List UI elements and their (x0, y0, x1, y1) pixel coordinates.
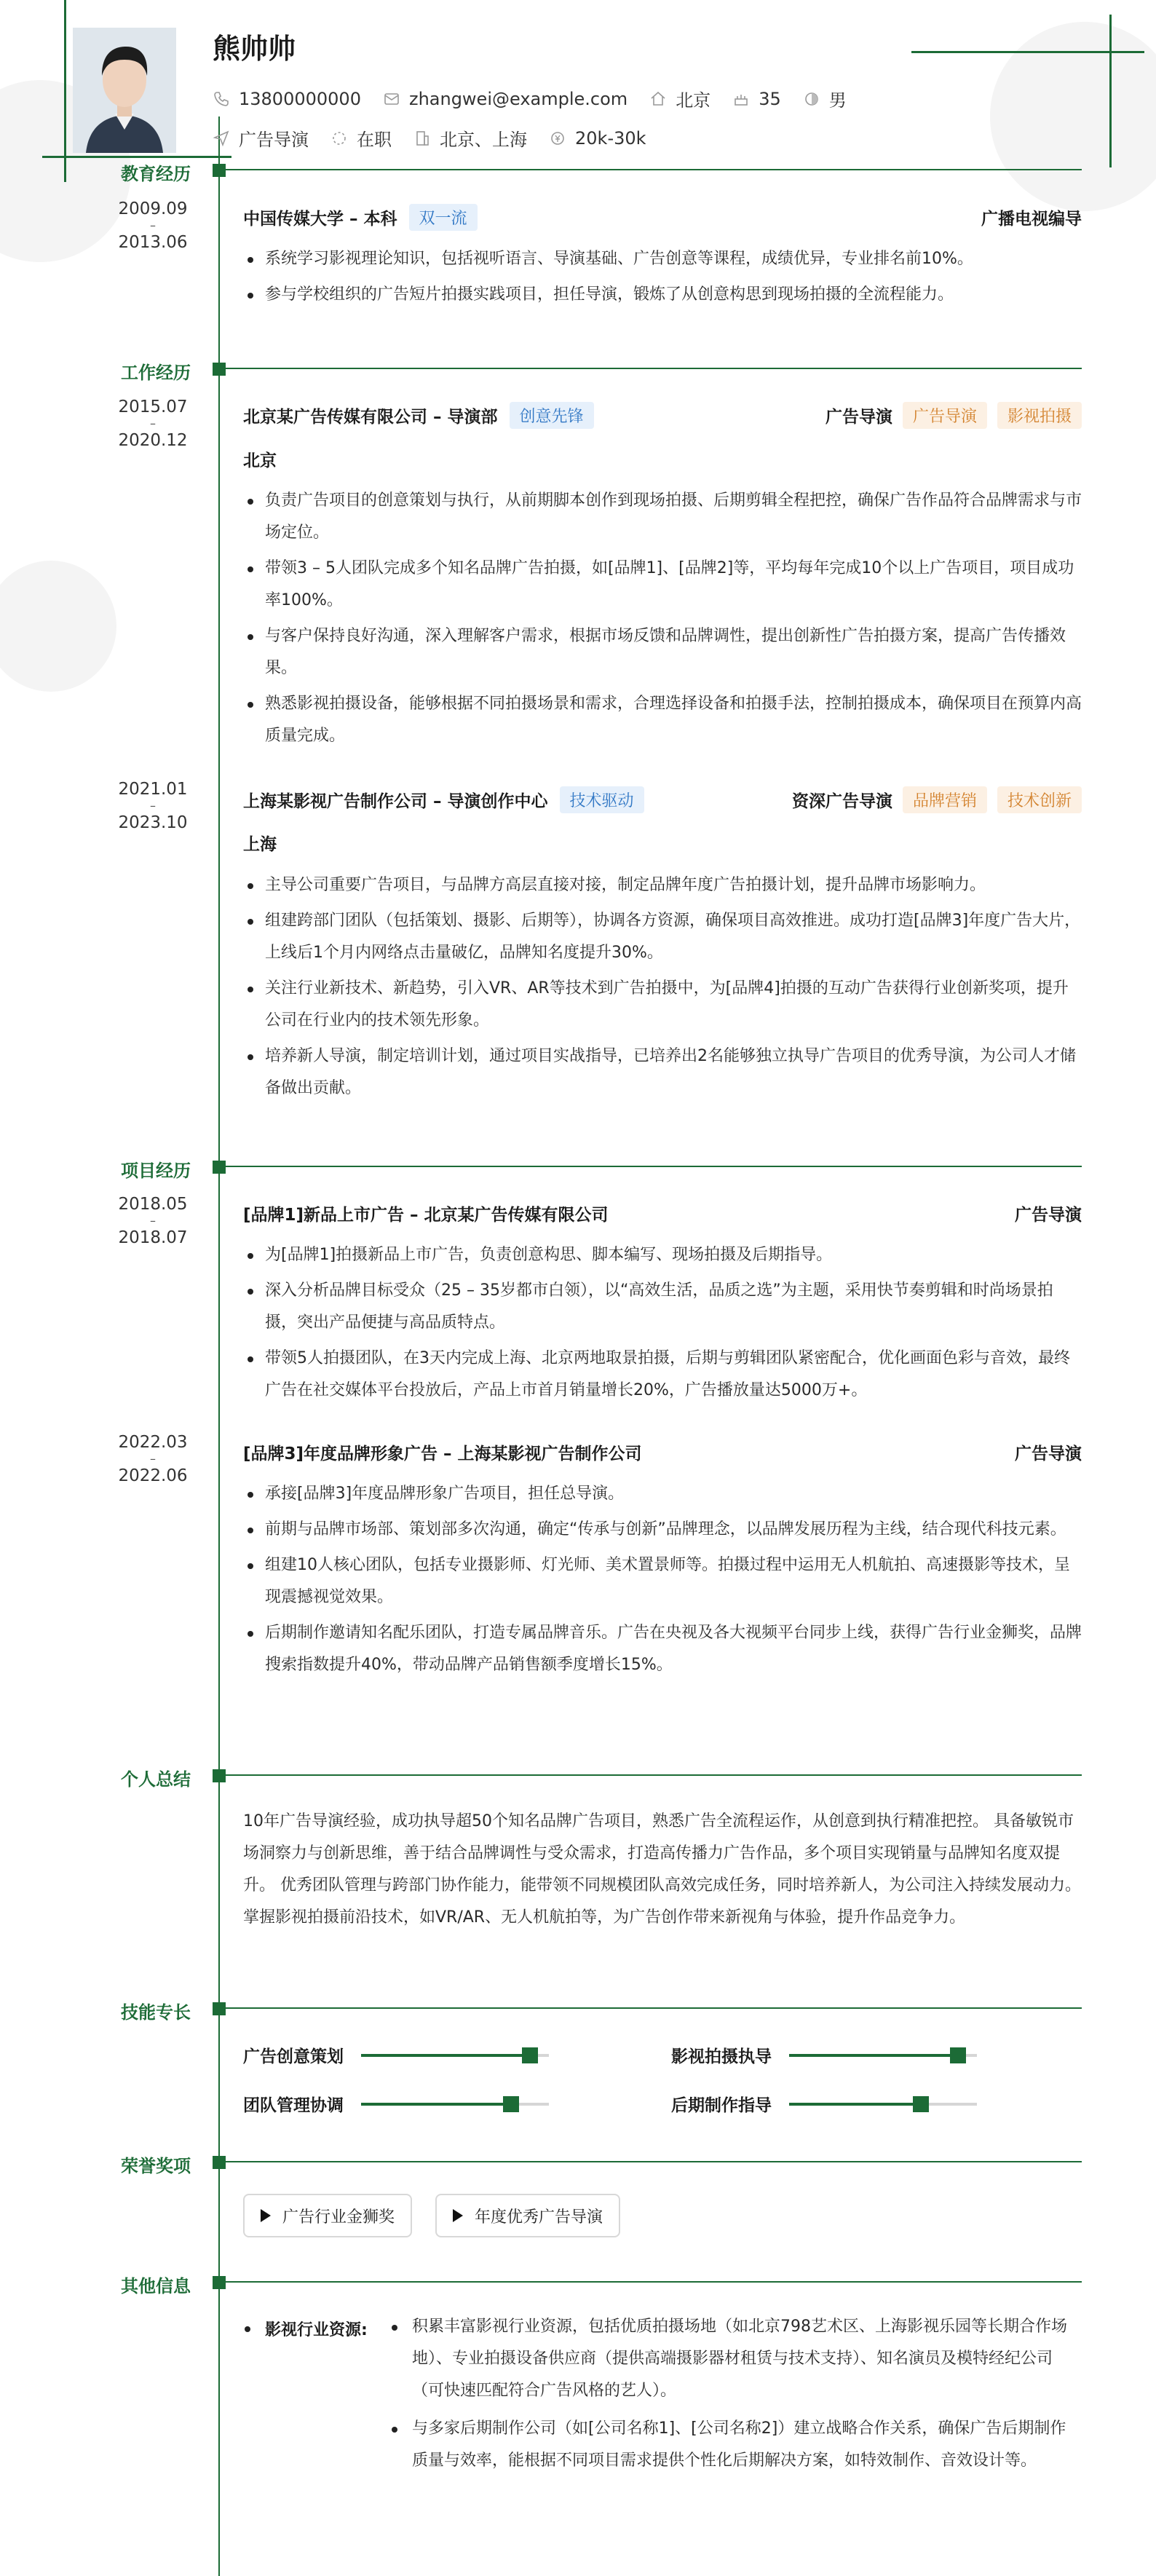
date-sep: – (150, 416, 156, 430)
section-divider (226, 1774, 1082, 1776)
list-item: 主导公司重要广告项目，与品牌方高层直接对接，制定品牌年度广告拍摄计划，提升品牌市场影响力。 (243, 869, 1082, 901)
gender-icon (803, 90, 820, 108)
play-triangle-icon (261, 2209, 271, 2222)
home-icon (649, 90, 667, 108)
list-item: 培养新人导演，制定培训计划，通过项目实战指导，已培养出2名能够独立执导广告项目的优秀导演，为公司人才储备做出贡献。 (243, 1040, 1082, 1105)
skill-bar-knob (950, 2047, 966, 2063)
date-start: 2015.07 (118, 398, 188, 416)
list-item: 与多家后期制作公司（如[公司名称1]、[公司名称2]）建立战略合作关系，确保广告后期制作质量与效率，能根据不同项目需求提供个性化后期解决方案，如特效制作、音效设计等。 (386, 2413, 1082, 2477)
list-item: 系统学习影视理论知识，包括视听语言、导演基础、广告创意等课程，成绩优异，专业排名前10%。 (243, 243, 1082, 275)
work-city: 北京 (243, 451, 277, 470)
skill-bar (789, 2054, 977, 2057)
location-text: 北京 (676, 90, 711, 111)
age-text: 35 (759, 88, 781, 109)
deco-circle-top-right (990, 22, 1156, 211)
section-divider (226, 2161, 1082, 2162)
status-text: 在职 (357, 130, 392, 150)
phone-text: 13800000000 (239, 88, 361, 109)
cities-text: 北京、上海 (440, 130, 527, 150)
gender-text: 男 (828, 90, 847, 111)
project-title: [品牌3]年度品牌形象广告 – 上海某影视广告制作公司 (243, 1445, 642, 1463)
list-item: 与客户保持良好沟通，深入理解客户需求，根据市场反馈和品牌调性，提出创新性广告拍摄方案，提高广告传播效果。 (243, 620, 1082, 684)
role-tag: 影视拍摄 (997, 402, 1082, 429)
skill-label: 后期制作指导 (671, 2096, 772, 2115)
date-sep: – (150, 799, 156, 813)
avatar-icon (73, 28, 176, 153)
skill-bar-knob (503, 2096, 519, 2112)
other-items (386, 2311, 1082, 2483)
status-item (330, 125, 392, 151)
list-item: 带领3 – 5人团队完成多个知名品牌广告拍摄，如[品牌1]、[品牌2]等，平均每年完成10个以上广告项目，项目成功率100%。 (243, 553, 1082, 617)
money-icon (549, 130, 566, 147)
project-date (95, 1195, 211, 1247)
summary-text: 10年广告导演经验，成功执导超50个知名品牌广告项目，熟悉广告全流程运作，从创意到执行精准把控。 具备敏锐市场洞察力与创新思维，善于结合品牌调性与受众需求，打造高传播力广告作品，多个项目实现销量与品牌知名度双提升。 优秀团队管理与跨部门协作能力，能带领不同规模团队高效完成任务，同时培养新人，为公司注入持续发展动力。 掌握影视拍摄前沿技术，如VR/AR、无人机航拍等，为广告创作带来新视角与体验，提升作品竞争力。 (243, 1812, 1081, 1927)
skill-label: 广告创意策划 (243, 2047, 344, 2066)
skill-bar (789, 2103, 977, 2106)
project-bullets (243, 1478, 1082, 1685)
role-title: 广告导演 (825, 408, 892, 427)
work-date (95, 780, 211, 832)
deco-line-left-horizontal (42, 156, 231, 158)
skill-bar-fill (361, 2054, 530, 2057)
section-marker (213, 363, 226, 376)
timeline-vertical-line (218, 116, 220, 2576)
role-tag: 技术创新 (997, 786, 1082, 813)
work-bullets (243, 869, 1082, 1108)
skill-item (243, 2043, 549, 2067)
company-tag: 技术驱动 (560, 786, 644, 813)
position-item (213, 125, 309, 151)
project-date (95, 1433, 211, 1485)
skill-bar-fill (361, 2103, 511, 2106)
date-sep: – (150, 1452, 156, 1466)
award-label: 广告行业金狮奖 (282, 2208, 395, 2227)
date-end: 2023.10 (118, 813, 188, 832)
cake-icon (732, 90, 750, 108)
phone-item (213, 89, 361, 109)
candidate-name: 熊帅帅 (213, 33, 296, 65)
other-label-text: 影视行业资源: (265, 2321, 368, 2339)
list-item: 负责广告项目的创意策划与执行，从前期脚本创作到现场拍摄、后期剪辑全程把控，确保广告作品符合品牌需求与市场定位。 (243, 485, 1082, 549)
section-marker (213, 1161, 226, 1174)
section-title-other: 其他信息 (121, 2276, 191, 2296)
education-bullets (243, 243, 1082, 315)
date-sep: – (150, 218, 156, 232)
skill-bar-fill (789, 2054, 958, 2057)
section-title-education: 教育经历 (121, 164, 191, 184)
email-text: zhangwei@example.com (408, 88, 628, 109)
section-title-work: 工作经历 (121, 363, 191, 383)
project-role: 广告导演 (1015, 1206, 1082, 1225)
section-marker (213, 1769, 226, 1782)
skill-bar-knob (522, 2047, 538, 2063)
skill-label: 团队管理协调 (243, 2096, 344, 2115)
skill-bar (361, 2103, 549, 2106)
other-label (245, 2318, 368, 2340)
date-sep: – (150, 1214, 156, 1228)
email-item (383, 89, 628, 109)
date-start: 2009.09 (118, 199, 188, 218)
contact-row (213, 86, 868, 111)
section-divider (226, 2007, 1082, 2009)
salary-text: 20k-30k (575, 127, 646, 149)
list-item: 深入分析品牌目标受众（25 – 35岁都市白领），以“高效生活，品质之选”为主题，采用快节奏剪辑和时尚场景拍摄，突出产品便捷与高品质特点。 (243, 1275, 1082, 1339)
role-title: 资深广告导演 (791, 792, 892, 811)
work-company (243, 786, 644, 813)
role-tag: 广告导演 (903, 402, 987, 429)
loading-icon (330, 130, 348, 147)
education-date (95, 199, 211, 252)
award-label: 年度优秀广告导演 (475, 2208, 603, 2227)
date-start: 2022.03 (118, 1433, 188, 1452)
list-item: 为[品牌1]拍摄新品上市广告，负责创意构思、脚本编写、现场拍摄及后期指导。 (243, 1239, 1082, 1271)
list-item: 关注行业新技术、新趋势，引入VR、AR等技术到广告拍摄中，为[品牌4]拍摄的互动广告获得行业创新奖项，提升公司在行业内的技术领先形象。 (243, 973, 1082, 1037)
education-school (243, 204, 478, 231)
age-item (732, 89, 781, 109)
location-item (649, 86, 710, 111)
section-title-awards: 荣誉奖项 (121, 2156, 191, 2176)
list-item: 后期制作邀请知名配乐团队，打造专属品牌音乐。广告在央视及各大视频平台同步上线，获得广告行业金狮奖，品牌搜索指数提升40%，带动品牌产品销售额季度增长15%。 (243, 1617, 1082, 1681)
salary-item (549, 128, 646, 149)
section-title-skills: 技能专长 (121, 2002, 191, 2023)
education-major: 广播电视编导 (981, 210, 1082, 229)
school-tag: 双一流 (409, 204, 478, 231)
skill-item (671, 2092, 977, 2116)
email-icon (383, 90, 400, 108)
section-divider (226, 2281, 1082, 2283)
work-company (243, 402, 594, 429)
date-start: 2021.01 (118, 780, 188, 799)
school-name: 中国传媒大学 – 本科 (243, 210, 397, 229)
skill-bar-knob (913, 2096, 929, 2112)
deco-line-left-vertical (64, 0, 66, 182)
deco-line-right-vertical (1109, 15, 1112, 167)
date-start: 2018.05 (118, 1195, 188, 1214)
award-badge (435, 2194, 620, 2237)
section-marker (213, 164, 226, 177)
list-item: 带领5人拍摄团队，在3天内完成上海、北京两地取景拍摄，后期与剪辑团队紧密配合，优化画面色彩与音效，最终广告在社交媒体平台投放后，产品上市首月销量增长20%，广告播放量达5000万+。 (243, 1343, 1082, 1407)
skill-label: 影视拍摄执导 (671, 2047, 772, 2066)
list-item: 参与学校组织的广告短片拍摄实践项目，担任导演，锻炼了从创意构思到现场拍摄的全流程能力。 (243, 279, 1082, 311)
list-item: 积累丰富影视行业资源，包括优质拍摄场地（如北京798艺术区、上海影视乐园等长期合作场地）、专业拍摄设备供应商（提供高端摄影器材租赁与技术支持）、知名演员及模特经纪公司（可快速匹配符合广告风格的艺人）。 (386, 2311, 1082, 2407)
work-city: 上海 (243, 835, 277, 854)
role-tag: 品牌营销 (903, 786, 987, 813)
section-marker (213, 2156, 226, 2169)
date-end: 2013.06 (118, 233, 188, 252)
section-divider (226, 169, 1082, 170)
skill-bar (361, 2054, 549, 2057)
position-text: 广告导演 (239, 130, 309, 150)
work-role (826, 402, 1082, 429)
building-icon (413, 130, 431, 147)
section-divider (226, 1166, 1082, 1167)
work-date (95, 398, 211, 450)
work-role (792, 786, 1082, 813)
avatar-photo (73, 28, 176, 153)
list-item: 前期与品牌市场部、策划部多次沟通，确定“传承与创新”品牌理念，以品牌发展历程为主线，结合现代科技元素。 (243, 1514, 1082, 1546)
section-divider (226, 368, 1082, 369)
cities-item (413, 125, 527, 151)
deco-circle-mid-left (0, 561, 116, 692)
award-badge (243, 2194, 412, 2237)
list-item: 组建10人核心团队，包括专业摄影师、灯光师、美术置景师等。拍摄过程中运用无人机航拍、高速摄影等技术，呈现震撼视觉效果。 (243, 1549, 1082, 1613)
date-end: 2018.07 (118, 1228, 188, 1247)
company-tag: 创意先锋 (510, 402, 594, 429)
send-icon (213, 130, 230, 147)
list-item: 承接[品牌3]年度品牌形象广告项目，担任总导演。 (243, 1478, 1082, 1510)
list-item: 熟悉影视拍摄设备，能够根据不同拍摄场景和需求，合理选择设备和拍摄手法，控制拍摄成本，确保项目在预算内高质量完成。 (243, 688, 1082, 752)
phone-icon (213, 90, 230, 108)
skill-item (671, 2043, 977, 2067)
section-title-projects: 项目经历 (121, 1161, 191, 1181)
play-triangle-icon (453, 2209, 463, 2222)
work-bullets (243, 485, 1082, 756)
skill-item (243, 2092, 549, 2116)
project-title: [品牌1]新品上市广告 – 北京某广告传媒有限公司 (243, 1206, 609, 1225)
date-end: 2022.06 (118, 1466, 188, 1485)
job-row (213, 125, 668, 151)
company-name: 上海某影视广告制作公司 – 导演创作中心 (243, 792, 548, 811)
list-item: 组建跨部门团队（包括策划、摄影、后期等），协调各方资源，确保项目高效推进。成功打造[品牌3]年度广告大片，上线后1个月内网络点击量破亿，品牌知名度提升30%。 (243, 905, 1082, 969)
section-marker (213, 2276, 226, 2289)
project-role: 广告导演 (1015, 1445, 1082, 1463)
project-bullets (243, 1239, 1082, 1410)
gender-item (803, 86, 847, 111)
section-title-summary: 个人总结 (121, 1769, 191, 1790)
company-name: 北京某广告传媒有限公司 – 导演部 (243, 408, 498, 427)
date-end: 2020.12 (118, 431, 188, 450)
section-marker (213, 2002, 226, 2015)
skill-bar-fill (789, 2103, 921, 2106)
